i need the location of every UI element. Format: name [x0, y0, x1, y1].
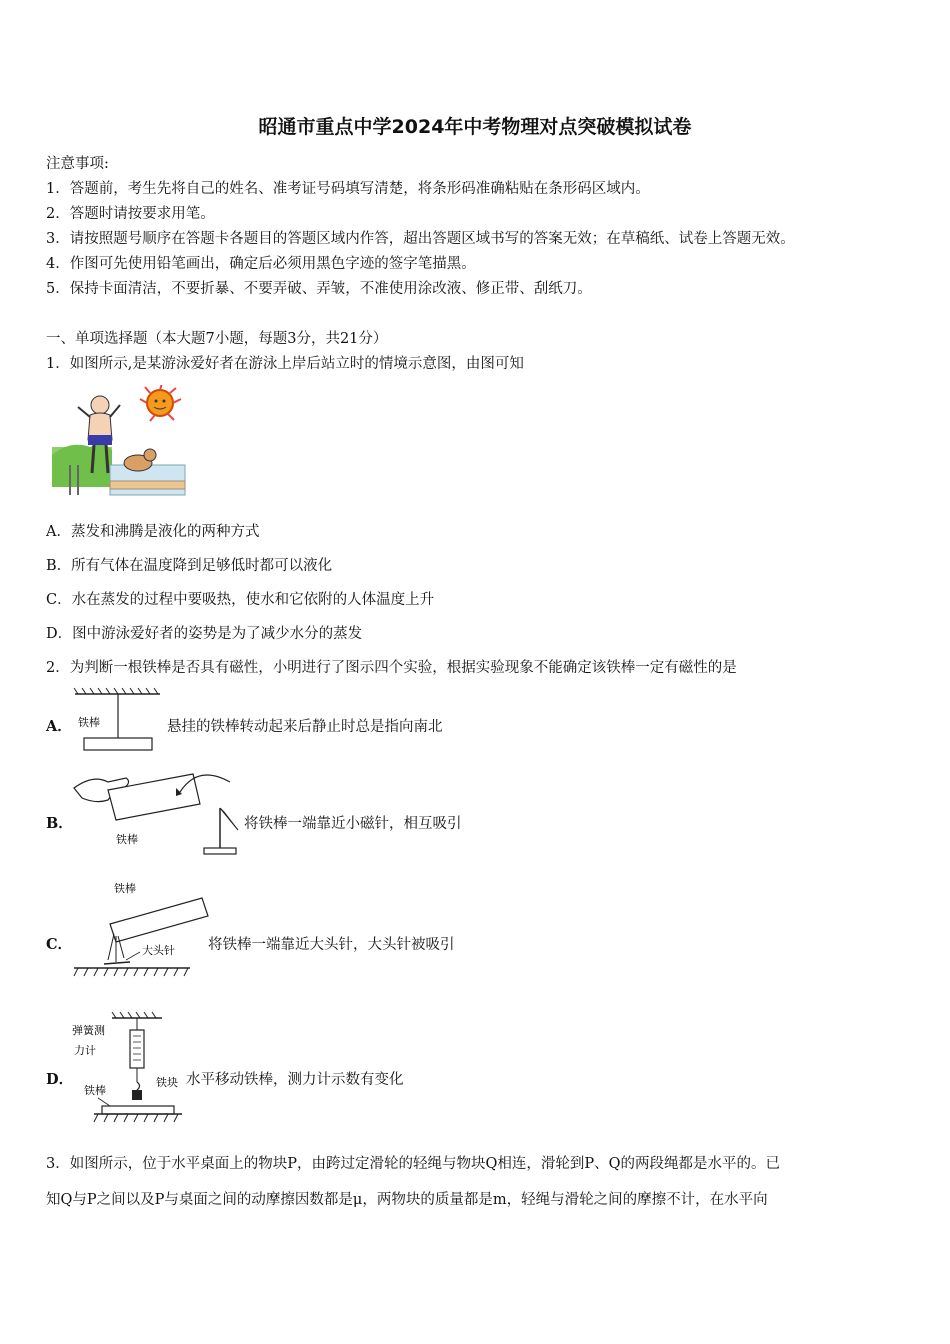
- fig-label: 铁棒: [78, 716, 100, 729]
- notice-heading: 注意事项:: [46, 156, 109, 172]
- iron-rod: [84, 738, 152, 750]
- pool-water: [110, 465, 185, 495]
- fig-label: 力计: [74, 1044, 96, 1057]
- fig-label: 铁棒: [114, 882, 136, 895]
- option-c-figure: [70, 872, 210, 982]
- option-a-label: A．: [46, 718, 72, 735]
- question-1-option: A．蒸发和沸腾是液化的两种方式: [46, 524, 260, 540]
- option-a-text: 悬挂的铁棒转动起来后静止时总是指向南北: [167, 719, 443, 735]
- swim-trunks: [88, 435, 112, 445]
- question-1-stem: 1．如图所示,是某游泳爱好者在游泳上岸后站立时的情境示意图，由图可知: [46, 356, 524, 372]
- swimmer-illustration: [50, 385, 190, 500]
- question-1-option: C．水在蒸发的过程中要吸热，使水和它依附的人体温度上升: [46, 592, 435, 608]
- option-b-text: 将铁棒一端靠近小磁针，相互吸引: [244, 816, 462, 832]
- fig-label: 大头针: [142, 944, 175, 957]
- fig-label: 弹簧测: [72, 1024, 105, 1037]
- question-3-line: 知Q与P之间以及P与桌面之间的动摩擦因数都是μ，两物块的质量都是m，轻绳与滑轮之间的摩擦不计，在水平向: [46, 1192, 768, 1208]
- option-c-text: 将铁棒一端靠近大头针，大头针被吸引: [208, 937, 455, 953]
- notice-item: 5．保持卡面清洁，不要折暴、不要弄破、弄皱，不准使用涂改液、修正带、刮纸刀。: [46, 281, 592, 297]
- question-3-line: 3．如图所示，位于水平桌面上的物块P，由跨过定滑轮的轻绳与物块Q相连，滑轮到P、Q的两段绳都是水平的。已: [46, 1156, 781, 1172]
- option-a-figure: [70, 686, 165, 756]
- option-c-label: C．: [46, 936, 73, 953]
- section-heading: 一、单项选择题（本大题7小题，每题3分，共21分）: [46, 331, 388, 347]
- notice-item: 3．请按照题号顺序在答题卡各题目的答题区域内作答，超出答题区域书写的答案无效；在草稿纸、试卷上答题无效。: [46, 231, 795, 247]
- sun-icon: [147, 390, 173, 416]
- question-1-option: B．所有气体在温度降到足够低时都可以液化: [46, 558, 333, 574]
- question-1-option: D．图中游泳爱好者的姿势是为了减少水分的蒸发: [46, 626, 363, 642]
- notice-item: 4．作图可先使用铅笔画出，确定后必须用黑色字迹的签字笔描黑。: [46, 256, 476, 272]
- question-2-stem: 2．为判断一根铁棒是否具有磁性，小明进行了图示四个实验，根据实验现象不能确定该铁棒一定有磁性的是: [46, 660, 737, 676]
- iron-rod: [110, 898, 208, 942]
- page-title: 昭通市重点中学2024年中考物理对点突破模拟试卷: [258, 116, 692, 138]
- option-b-label: B．: [46, 815, 73, 832]
- notice-item: 1．答题前，考生先将自己的姓名、准考证号码填写清楚，将条形码准确粘贴在条形码区域内。: [46, 181, 650, 197]
- swimmer-head: [91, 396, 109, 414]
- pool-edge: [110, 481, 185, 489]
- option-d-label: D．: [46, 1071, 74, 1088]
- option-d-figure: [70, 1010, 190, 1128]
- iron-block: [132, 1090, 142, 1100]
- fig-label: 铁棒: [116, 833, 138, 846]
- option-d-text: 水平移动铁棒，测力计示数有变化: [186, 1072, 404, 1088]
- iron-rod: [102, 1106, 174, 1114]
- option-b-figure: [68, 768, 248, 863]
- notice-item: 2．答题时请按要求用笔。: [46, 206, 215, 222]
- fig-label: 铁棒: [84, 1084, 106, 1097]
- fig-label: 铁块: [156, 1076, 178, 1089]
